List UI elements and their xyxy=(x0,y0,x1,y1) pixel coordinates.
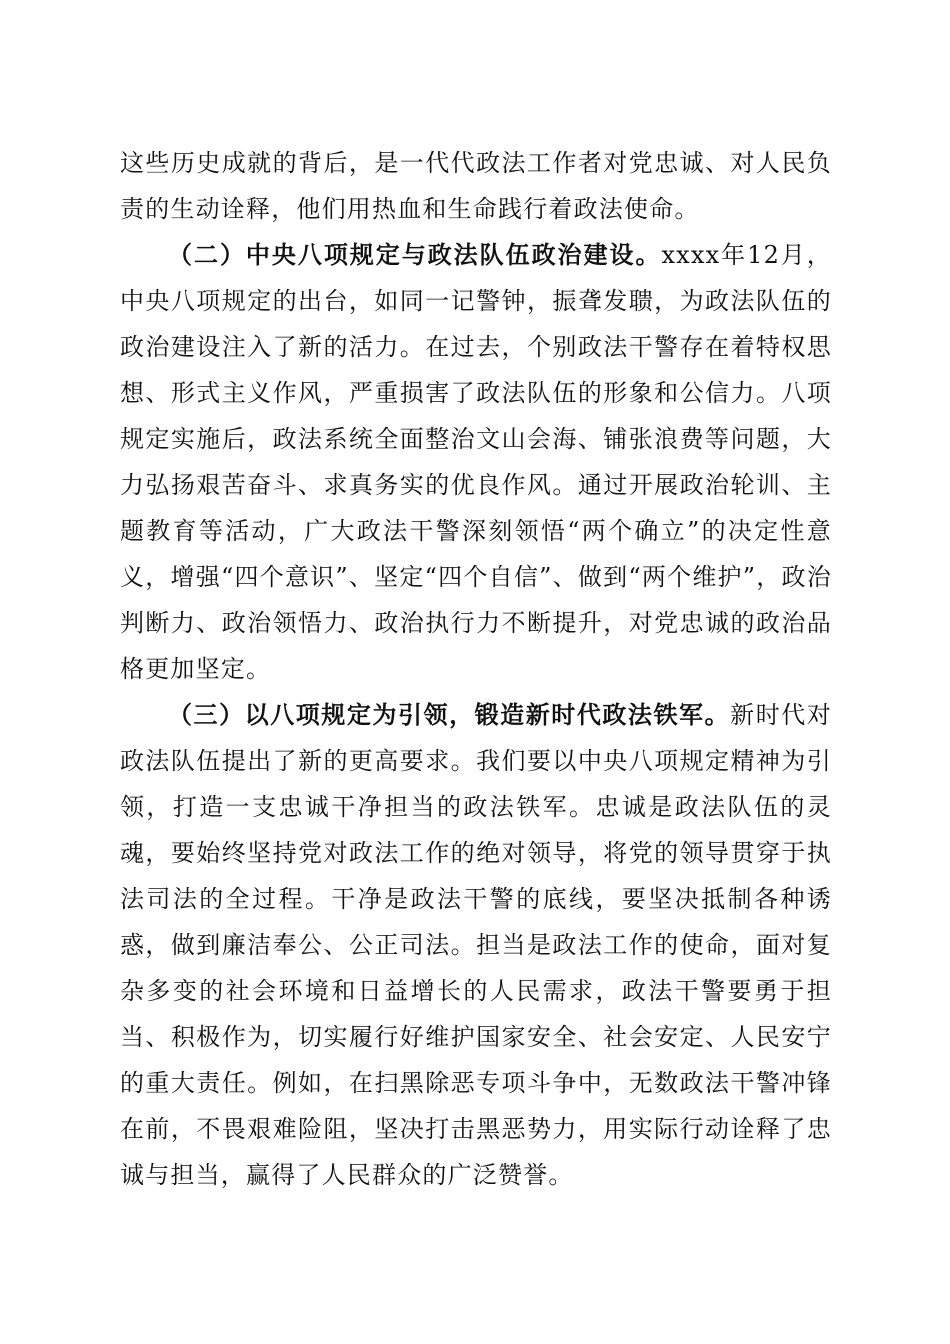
section-heading-2: （二）中央八项规定与政法队伍政治建设。 xyxy=(168,240,662,269)
document-body xyxy=(120,140,832,1198)
section-heading-3: （三）以八项规定为引领，锻造新时代政法铁军。 xyxy=(168,700,731,729)
paragraph-3-text: 新时代对政法队伍提出了新的更高要求。我们要以中央八项规定精神为引领，打造一支忠诚干净担当的政法铁军。忠诚是政法队伍的灵魂，要始终坚持党对政法工作的绝对领导，将党的领导贯穿于执法司法的全过程。干净是政法干警的底线，要坚决抵制各种诱惑，做到廉洁奉公、公正司法。担当是政法工作的使命，面对复杂多变的社会环境和日益增长的人民需求，政法干警要勇于担当、积极作为，切实履行好维护国家安全、社会安定、人民安宁的重大责任。例如，在扫黑除恶专项斗争中，无数政法干警冲锋在前，不畏艰难险阻，坚决打击黑恶势力，用实际行动诠释了忠诚与担当，赢得了人民群众的广泛赞誉。 xyxy=(120,701,832,1189)
paragraph-1 xyxy=(120,140,832,232)
paragraph-1-text: 这些历史成就的背后，是一代代政法工作者对党忠诚、对人民负责的生动诠释，他们用热血和生命践行着政法使命。 xyxy=(120,149,832,223)
paragraph-2-text: xxxx年12月，中央八项规定的出台，如同一记警钟，振聋发聩，为政法队伍的政治建设注入了新的活力。在过去，个别政法干警存在着特权思想、形式主义作风，严重损害了政法队伍的形象和公信力。八项规定实施后，政法系统全面整治文山会海、铺张浪费等问题，大力弘扬艰苦奋斗、求真务实的优良作风。通过开展政治轮训、主题教育等活动，广大政法干警深刻领悟“两个确立”的决定性意义，增强“四个意识”、坚定“四个自信”、做到“两个维护”，政治判断力、政治领悟力、政治执行力不断提升，对党忠诚的政治品格更加坚定。 xyxy=(120,241,832,683)
paragraph-3 xyxy=(120,692,832,1198)
paragraph-2 xyxy=(120,232,832,692)
